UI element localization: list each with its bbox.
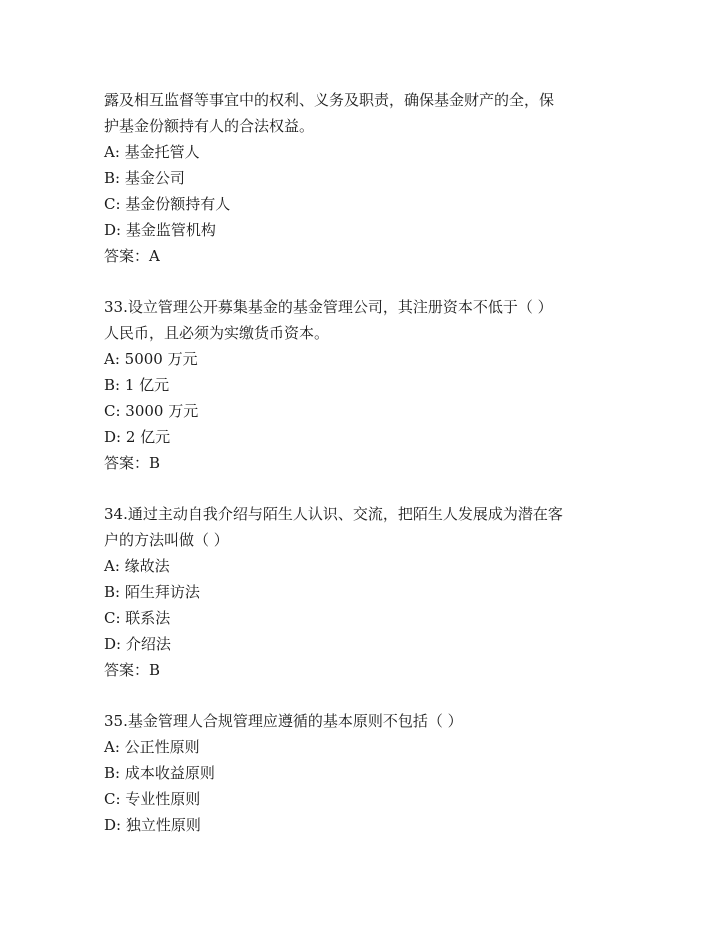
option-c: C: 3000 万元 [104, 402, 199, 420]
option-b: B: 基金公司 [104, 169, 185, 187]
answer-line: 答案：B [104, 454, 161, 472]
answer-line: 答案：B [104, 661, 161, 679]
option-c: C: 基金份额持有人 [104, 195, 231, 213]
option-a: A: 5000 万元 [104, 350, 198, 368]
option-d: D: 2 亿元 [104, 428, 171, 446]
option-a: A: 公正性原则 [104, 738, 200, 756]
option-c: C: 联系法 [104, 609, 171, 627]
option-c: C: 专业性原则 [104, 790, 201, 808]
answer-line: 答案：A [104, 247, 160, 265]
option-a: A: 基金托管人 [104, 143, 200, 161]
question-text-line: 人民币，且必须为实缴货币资本。 [104, 324, 330, 342]
option-b: B: 成本收益原则 [104, 764, 215, 782]
option-d: D: 独立性原则 [104, 816, 201, 834]
question-text-line: 33.设立管理公开募集基金的基金管理公司，其注册资本不低于（ ） [104, 298, 553, 316]
option-d: D: 基金监管机构 [104, 221, 216, 239]
question-text-line: 34.通过主动自我介绍与陌生人认识、交流，把陌生人发展成为潜在客 [104, 505, 563, 523]
question-text-line: 护基金份额持有人的合法权益。 [104, 117, 315, 135]
option-b: B: 陌生拜访法 [104, 583, 200, 601]
question-text-line: 35.基金管理人合规管理应遵循的基本原则不包括（ ） [104, 712, 463, 730]
question-text-line: 户的方法叫做（ ） [104, 531, 229, 549]
option-b: B: 1 亿元 [104, 376, 170, 394]
option-a: A: 缘故法 [104, 557, 170, 575]
question-text-line: 露及相互监督等事宜中的权利、义务及职责，确保基金财产的全，保 [104, 91, 555, 109]
option-d: D: 介绍法 [104, 635, 171, 653]
